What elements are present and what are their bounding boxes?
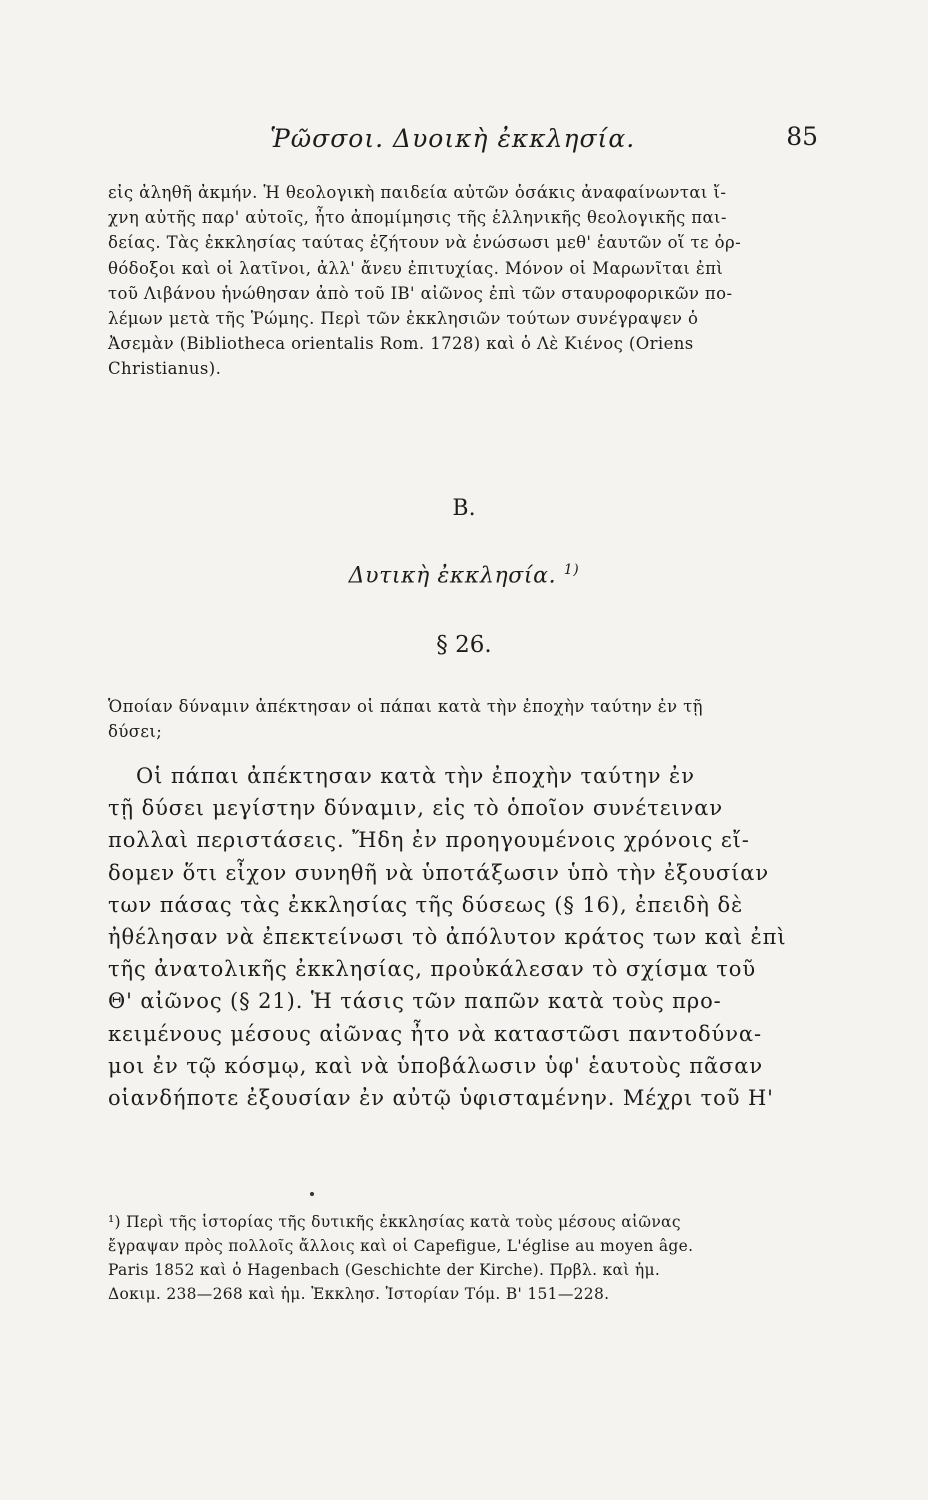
running-title: Ῥῶσσοι. Δυοικὴ ἐκκλησία. (270, 124, 636, 153)
text-line: Θ' αἰῶνος (§ 21). Ἡ τάσις τῶν παπῶν κατὰ τοὺς προ- (108, 989, 722, 1014)
footnote-ref: 1) (563, 562, 580, 578)
footnote-separator (310, 1192, 314, 1196)
text-line: των πάσας τὰς ἐκκλησίας τῆς δύσεως (§ 16), ἐπειδὴ δὲ (108, 892, 744, 917)
text-line: δείας. Τὰς ἐκκλησίας ταύτας ἐζήτουν νὰ ἑνώσωσι μεθ' ἑαυτῶν οἵ τε ὀρ- (108, 233, 742, 253)
text-line: ἠθέλησαν νὰ ἐπεκτείνωσι τὸ ἀπόλυτον κράτος των καὶ ἐπὶ (108, 925, 787, 950)
section-question (108, 694, 822, 744)
text-line: οἱανδήποτε ἐξουσίαν ἐν αὐτῷ ὑφισταμένην. Μέχρι τοῦ Η' (108, 1086, 774, 1111)
text-line: Christianus). (108, 359, 222, 379)
text-line: Ἀσεμὰν (Bibliotheca orientalis Rom. 1728) καὶ ὁ Λὲ Κιένος (Oriens (108, 334, 694, 354)
text-line: τῆς ἀνατολικῆς ἐκκλησίας, προὐκάλεσαν τὸ σχίσμα τοῦ (108, 957, 756, 982)
footnote-line: Paris 1852 καὶ ὁ Hagenbach (Geschichte der Kirche). Πρβλ. καὶ ἡμ. (108, 1261, 661, 1279)
intro-paragraph (108, 180, 822, 382)
text-line: λέμων μετὰ τῆς Ῥώμης. Περὶ τῶν ἐκκλησιῶν τούτων συνέγραψεν ὁ (108, 309, 699, 329)
section-letter: B. (452, 496, 476, 521)
text-line: Οἱ πάπαι ἀπέκτησαν κατὰ τὴν ἐποχὴν ταύτην ἐν (136, 764, 695, 788)
footnote-line: ¹) Περὶ τῆς ἱστορίας τῆς δυτικῆς ἐκκλησίας κατὰ τοὺς μέσους αἰῶνας (108, 1213, 681, 1231)
text-line: τῇ δύσει μεγίστην δύναμιν, εἰς τὸ ὁποῖον συνέτειναν (108, 796, 724, 821)
footnote (108, 1210, 822, 1306)
text-line: δύσει; (108, 722, 163, 742)
main-paragraph (108, 760, 822, 1114)
text-line: θόδοξοι καὶ οἱ λατῖνοι, ἀλλ' ἄνευ ἐπιτυχίας. Μόνον οἱ Μαρωνῖται ἐπὶ (108, 258, 724, 278)
paragraph-number: § 26. (436, 632, 492, 658)
text-line: μοι ἐν τῷ κόσμῳ, καὶ νὰ ὑποβάλωσιν ὑφ' ἑαυτοὺς πᾶσαν (108, 1053, 764, 1078)
text-line: τοῦ Λιβάνου ἡνώθησαν ἀπὸ τοῦ ΙΒ' αἰῶνος ἐπὶ τῶν σταυροφορικῶν πο- (108, 283, 733, 303)
text-line: δομεν ὅτι εἶχον συνηθῆ νὰ ὑποτάξωσιν ὑπὸ τὴν ἐξουσίαν (108, 860, 770, 885)
page-number: 85 (786, 122, 818, 151)
section-title-text: Δυτικὴ ἐκκλησία. (348, 563, 557, 589)
text-line: Ὁποίαν δύναμιν ἀπέκτησαν οἱ πάπαι κατὰ τὴν ἐποχὴν ταύτην ἐν τῇ (108, 697, 703, 716)
section-title (0, 562, 928, 588)
text-line: κειμένους μέσους αἰῶνας ἦτο νὰ καταστῶσι παντοδύνα- (108, 1021, 762, 1046)
text-line: χνη αὐτῆς παρ' αὐτοῖς, ἦτο ἀπομίμησις τῆς ἑλληνικῆς θεολογικῆς παι- (108, 208, 727, 228)
page-header (120, 122, 820, 162)
footnote-line: Δοκιμ. 238—268 καὶ ἡμ. Ἐκκλησ. Ἱστορίαν Τόμ. Β' 151—228. (108, 1285, 610, 1303)
footnote-line: ἔγραψαν πρὸς πολλοῖς ἄλλοις καὶ οἱ Capefigue, L'église au moyen âge. (108, 1237, 694, 1255)
text-line: εἰς ἀληθῆ ἀκμήν. Ἡ θεολογικὴ παιδεία αὐτῶν ὁσάκις ἀναφαίνωνται ἴ- (108, 183, 727, 202)
text-line: πολλαὶ περιστάσεις. Ἤδη ἐν προηγουμένοις χρόνοις εἴ- (108, 828, 750, 853)
